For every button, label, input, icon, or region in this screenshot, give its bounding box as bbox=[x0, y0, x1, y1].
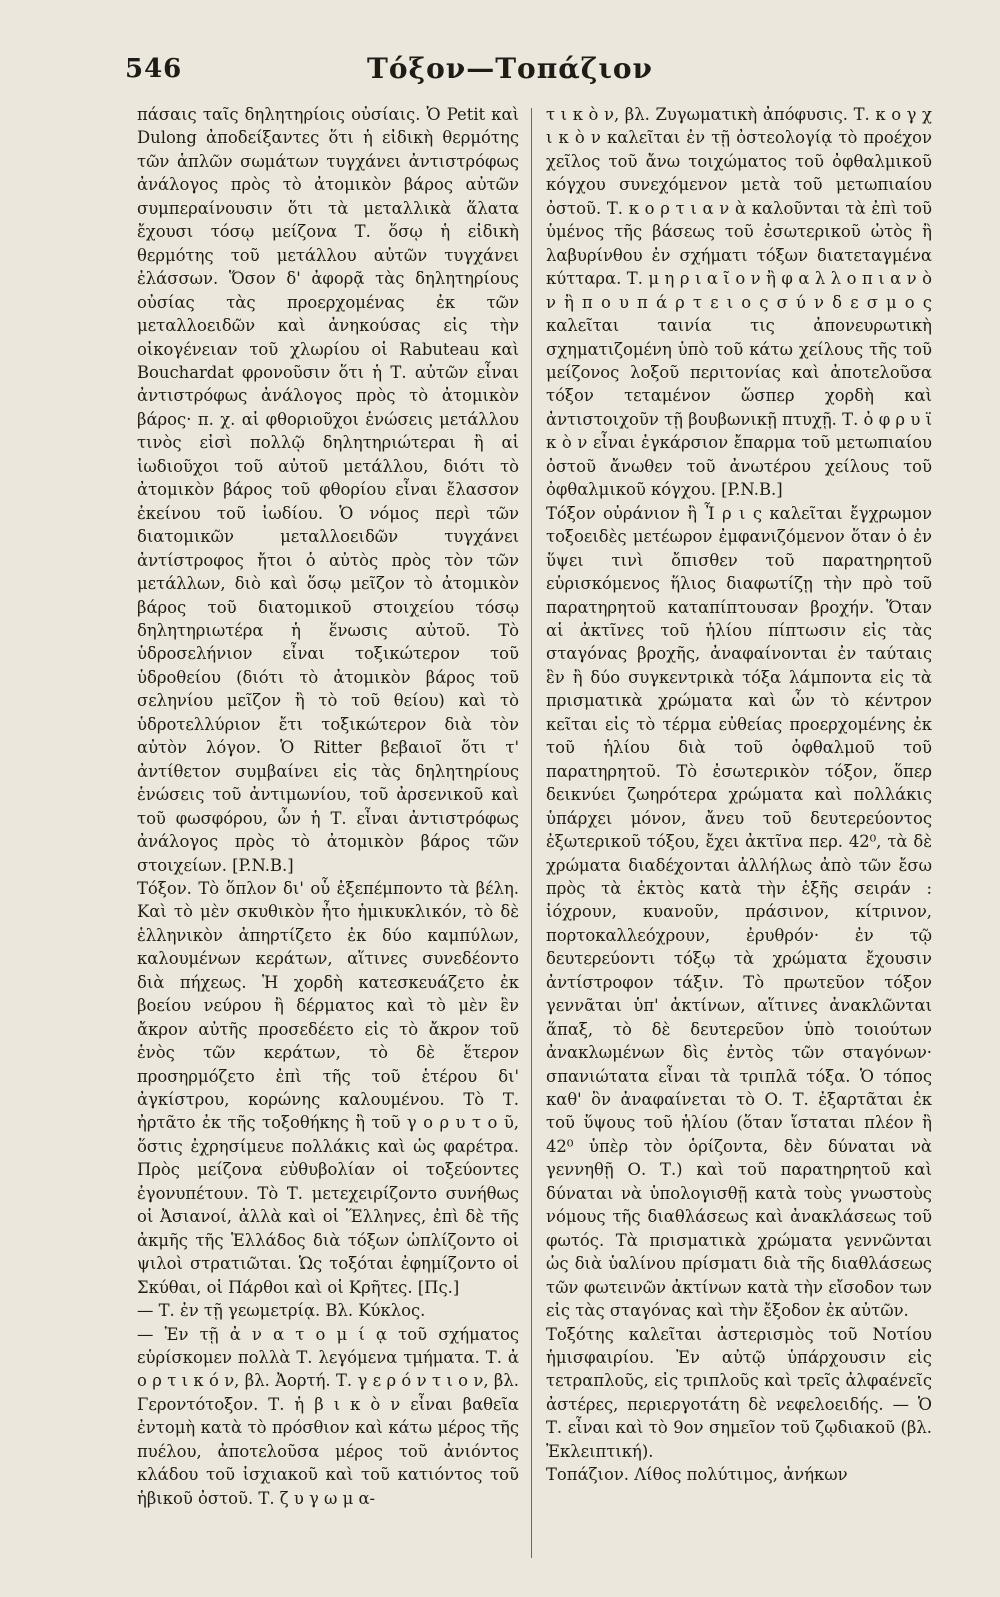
entry-topazion: Τοπάζιον. Λίθος πολύτιμος, ἀνήκων bbox=[546, 1465, 848, 1485]
right-column bbox=[546, 103, 932, 1487]
entry-toxon: Τόξον. Τὸ ὅπλον δι' οὗ ἐξεπέμποντο τὰ βέλη. Καὶ τὸ μὲν σκυθικὸν ἦτο ἡμικυκλικόν, τὸ δὲ ἑλληνικὸν ἀπηρτίζετο ἐκ δύο καμπύλων, καλουμένων κεράτων, αἵτινες συνεδέοντο διὰ πήχεως. Ἡ χορδὴ κατεσκευάζετο ἐκ βοείου νεύρου ἢ δέρματος καὶ τὸ μὲν ἓν ἄκρον αὐτῆς προσεδέετο εἰς τὸ ἄκρον τοῦ ἑνὸς τῶν κεράτων, τὸ δὲ ἕτερον προσηρμόζετο ἐπὶ τῆς τοῦ ἑτέρου δι' ἀγκίστρου, κορώνης καλουμένου. Τὸ Τ. ἠρτᾶτο ἐκ τῆς τοξοθήκης ἢ τοῦ γ ο ρ υ τ ο ῦ, ὅστις ἐχρησίμευε πολλάκις καὶ ὡς φαρέτρα. Πρὸς μείζονα εὐθυβολίαν οἱ τοξεύοντες ἐγονυπέτουν. Τὸ Τ. μετεχειρίζοντο συνήθως οἱ Ἀσιανοί, ἀλλὰ καὶ οἱ Ἕλληνες, ἐπὶ δὲ τῆς ἀκμῆς τῆς Ἑλλάδος διὰ τόξων ὡπλίζοντο οἱ ψιλοὶ στρατιῶται. Ὡς τοξόται ἐφημίζοντο οἱ Σκύθαι, οἱ Πάρθοι καὶ οἱ Κρῆτες. [Πς.] bbox=[137, 878, 519, 1297]
page-header bbox=[125, 54, 895, 94]
entry-toxon-anatomy: — Ἐν τῇ ἀ ν α τ ο μ ί ᾳ τοῦ σχήματος εὑρίσκομεν πολλὰ Τ. λεγόμενα τμήματα. Τ. ἀ ο ρ τ ι κ ό ν, βλ. Ἀορτή. Τ. γ ε ρ ό ν τ ι ο ν, βλ. Γεροντότοξον. Τ. ἡ β ι κ ὸ ν εἶναι βαθεῖα ἐντομὴ κατὰ τὸ πρόσθιον καὶ κάτω μέρος τῆς πυέλου, ἀποτελοῦσα μέρος τοῦ ἀνιόντος κλάδου τοῦ ἰσχιακοῦ καὶ τοῦ κατιόντος τοῦ ἡβικοῦ ὀστοῦ. Τ. ζ υ γ ω μ α- bbox=[137, 1324, 519, 1508]
entry-toxon-geometry: — Τ. ἐν τῇ γεωμετρίᾳ. Βλ. Κύκλος. bbox=[137, 1301, 426, 1321]
entry-continuation-toxicity: πάσαις ταῖς δηλητηρίοις οὐσίαις. Ὁ Petit καὶ Dulong ἀποδείξαντες ὅτι ἡ εἰδικὴ θερμότης τῶν ἁπλῶν σωμάτων τυγχάνει ἀντιστρόφως ἀνάλογος πρὸς τὸ ἀτομικὸν βάρος αὐτῶν συμπεραίνουσιν ὅτι τὰ μεταλλικὰ ἅλατα ἔχουσι τόσῳ μείζονα Τ. ὅσῳ ἡ εἰδικὴ θερμότης τοῦ μετάλλου αὐτῶν τυγχάνει ἐλάσσων. Ὅσον δ' ἀφορᾷ τὰς δηλητηρίους οὐσίας τὰς προερχομένας ἐκ τῶν μεταλλοειδῶν καὶ ἀνηκούσας εἰς τὴν οἰκογένειαν τοῦ χλωρίου οἱ Rabuteau καὶ Bouchardat φρονοῦσιν ὅτι ἡ Τ. αὐτῶν εἶναι ἀντιστρόφως ἀνάλογος πρὸς τὸ ἀτομικὸν βάρος· π. χ. αἱ φθοριοῦχοι ἑνώσεις μετάλλου τινὸς εἰσὶ πολλῷ δηλητηριώτεραι ἢ αἱ ἰωδιοῦχοι τοῦ αὐτοῦ μετάλλου, διότι τὸ ἀτομικὸν βάρος τοῦ φθορίου εἶναι ἔλασσον ἐκείνου τοῦ ἰωδίου. Ὁ νόμος περὶ τῶν διατομικῶν μεταλλοειδῶν τυγχάνει ἀντίστροφος ἤτοι ὁ αὐτὸς πρὸς τὸν τῶν μετάλλων, διὸ καὶ ὅσῳ μεῖζον τὸ ἀτομικὸν βάρος τοῦ διατομικοῦ στοιχείου τόσῳ δηλητηριωτέρα ἡ ἕνωσις αὐτοῦ. Τὸ ὑδροσελήνιον εἶναι τοξικώτερον τοῦ ὑδροθείου (διότι τὸ ἀτομικὸν βάρος τοῦ σεληνίου μεῖζον ἢ τὸ τοῦ θείου) καὶ τὸ ὑδροτελλύριον ἔτι τοξικώτερον διὰ τὸν αὐτὸν λόγον. Ὁ Ritter βεβαιοῖ ὅτι τ' ἀντίθετον συμβαίνει εἰς τὰς δηλητηρίους ἑνώσεις τοῦ ἀντιμωνίου, τοῦ ἀρσενικοῦ καὶ τοῦ φωσφόρου, ὧν ἡ Τ. εἶναι ἀντιστρόφως ἀνάλογος πρὸς τὸ ἀτομικὸν βάρος τῶν στοιχείων. [P.N.B.] bbox=[137, 105, 519, 875]
column-divider bbox=[531, 108, 532, 1558]
page-number: 546 bbox=[125, 54, 183, 84]
entry-toxon-anatomy-continued: τ ι κ ὸ ν, βλ. Ζυγωματικὴ ἀπόφυσις. Τ. κ ο γ χ ι κ ὸ ν καλεῖται ἐν τῇ ὀστεολογίᾳ τὸ προέχον χεῖλος τοῦ ἄνω τοιχώματος τοῦ ὀφθαλμικοῦ κόγχου συνεχόμενον μετὰ τοῦ μετωπιαίου ὀστοῦ. Τ. κ ο ρ τ ι α ν ὰ καλοῦνται τὰ ἐπὶ τοῦ ὑμένος τῆς βάσεως τοῦ ἐσωτερικοῦ ὠτὸς ἢ λαβυρίνθου ἐν σχήματι τόξων διατεταγμένα κύτταρα. Τ. μ η ρ ι α ῖ ο ν ἢ φ α λ λ ο π ι α ν ὸ ν ἢ π ο υ π ά ρ τ ε ι ο ς σ ύ ν δ ε σ μ ο ς καλεῖται ταινία τις ἀπονευρωτικὴ σχηματιζομένη ὑπὸ τοῦ κάτω χείλους τῆς τοῦ μείζονος λοξοῦ περιτονίας καὶ ἀποτελοῦσα τόξον τεταμένον ὥσπερ χορδὴ καὶ ἀντιστοιχοῦν τῇ βουβωνικῇ πτυχῇ. Τ. ὀ φ ρ υ ϊ κ ὸ ν εἶναι ἐγκάρσιον ἔπαρμα τοῦ μετωπιαίου ὀστοῦ ἄνωθεν τοῦ ἀνωτέρου χείλους τοῦ ὀφθαλμικοῦ κόγχου. [P.N.B.] bbox=[546, 105, 932, 500]
left-column bbox=[137, 103, 519, 1510]
entry-toxon-ouranion: Τόξον οὐράνιον ἢ Ἶ ρ ι ς καλεῖται ἔγχρωμον τοξοειδὲς μετέωρον ἐμφανιζόμενον ὅταν ὁ ἐν ὕψει τινὶ ὄπισθεν τοῦ παρατηρητοῦ εὑρισκόμενος ἥλιος διαφωτίζῃ τὴν πρὸ τοῦ παρατηρητοῦ καταπίπτουσαν βροχήν. Ὅταν αἱ ἀκτῖνες τοῦ ἡλίου πίπτωσιν εἰς τὰς σταγόνας βροχῆς, ἀναφαίνονται ἐν ταύταις ἓν ἢ δύο συγκεντρικὰ τόξα λάμποντα εἰς τὰ πρισματικὰ χρώματα καὶ ὧν τὸ κέντρον κεῖται εἰς τὸ τέρμα εὐθείας προερχομένης ἐκ τοῦ ἡλίου διὰ τοῦ ὀφθαλμοῦ τοῦ παρατηρητοῦ. Τὸ ἐσωτερικὸν τόξον, ὅπερ δεικνύει ζωηρότερα χρώματα καὶ πολλάκις ὑπάρχει μόνον, ἄνευ τοῦ δευτερεύοντος ἐξωτερικοῦ τόξου, ἔχει ἀκτῖνα περ. 42⁰, τὰ δὲ χρώματα διαδέχονται ἀλλήλως ἀπὸ τῶν ἔσω πρὸς τὰ ἐκτὸς κατὰ τὴν ἑξῆς σειράν : ἰόχρουν, κυανοῦν, πράσινον, κίτρινον, πορτοκαλλεόχρουν, ἐρυθρόν· ἐν τῷ δευτερεύοντι τόξῳ τὰ χρώματα ἔχουσιν ἀντίστροφον τάξιν. Τὸ πρωτεῦον τόξον γεννᾶται ὑπ' ἀκτίνων, αἵτινες ἀνακλῶνται ἅπαξ, τὸ δὲ δευτερεῦον ὑπὸ τοιούτων ἀνακλωμένων δὶς ἐντὸς τῶν σταγόνων· σπανιώτατα εἶναι τὰ τριπλᾶ τόξα. Ὁ τόπος καθ' ὃν ἀναφαίνεται τὸ Ο. Τ. ἐξαρτᾶται ἐκ τοῦ ὕψους τοῦ ἡλίου (ὅταν ἵσταται πλέον ἢ 42⁰ ὑπὲρ τὸν ὁρίζοντα, δὲν δύναται νὰ γεννηθῇ Ο. Τ.) καὶ τοῦ παρατηρητοῦ καὶ δύναται νὰ ὑπολογισθῇ κατὰ τοὺς γνωστοὺς νόμους τῆς διαθλάσεως καὶ ἀνακλάσεως τοῦ φωτός. Τὰ πρισματικὰ χρώματα γεννῶνται ὡς διὰ ὑαλίνου πρίσματι διὰ τῆς διαθλάσεως τῶν φωτεινῶν ἀκτίνων κατὰ τὴν εἴσοδον των εἰς τὰς σταγόνας καὶ τὴν ἔξοδον ἐκ αὐτῶν. bbox=[546, 503, 932, 1321]
entry-toxotes: Τοξότης καλεῖται ἀστερισμὸς τοῦ Νοτίου ἡμισφαιρίου. Ἐν αὐτῷ ὑπάρχουσιν εἰς τετραπλοῦς, εἰς τριπλοῦς καὶ τρεῖς ἀλφαένεῖς ἀστέρες, περιεργοτάτη δὲ νεφελοειδής. — Ὁ Τ. εἶναι καὶ τὸ 9ον σημεῖον τοῦ ζῳδιακοῦ (βλ. Ἐκλειπτική). bbox=[546, 1324, 932, 1461]
running-head: Τόξον—Τοπάζιον bbox=[367, 52, 653, 85]
